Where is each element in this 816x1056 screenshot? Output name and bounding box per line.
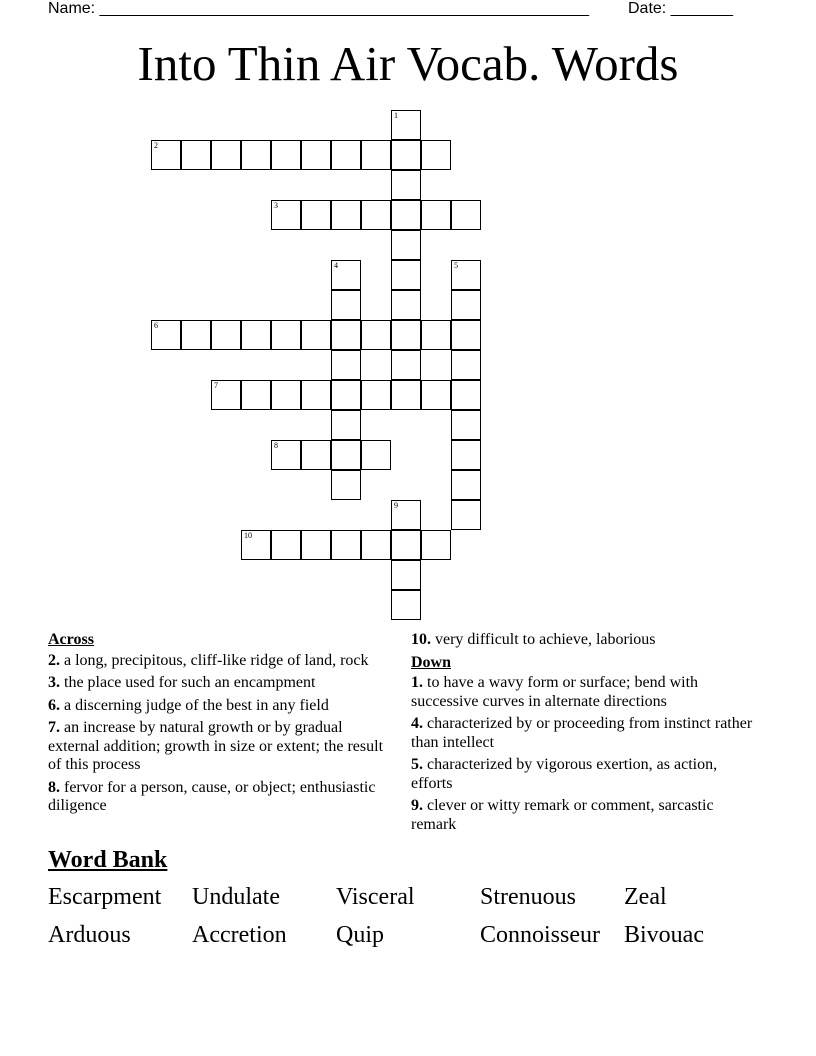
crossword-cell[interactable] (361, 140, 391, 170)
crossword-cell[interactable] (361, 380, 391, 410)
clue-number-label: 4 (334, 261, 338, 270)
crossword-cell[interactable] (451, 320, 481, 350)
crossword-cell[interactable] (421, 200, 451, 230)
crossword-cell[interactable] (331, 470, 361, 500)
word-bank-item: Quip (336, 922, 384, 948)
clue-number: 6. (48, 696, 60, 714)
crossword-cell[interactable] (391, 260, 421, 290)
clue-across-3 (48, 674, 388, 693)
crossword-cell[interactable] (151, 140, 181, 170)
crossword-cell[interactable] (451, 350, 481, 380)
crossword-cell[interactable] (271, 530, 301, 560)
crossword-cell[interactable] (391, 230, 421, 260)
clue-number-label: 8 (274, 441, 278, 450)
crossword-cell[interactable] (361, 200, 391, 230)
crossword-cell[interactable] (391, 110, 421, 140)
word-bank-item: Accretion (192, 922, 287, 948)
crossword-cell[interactable] (361, 530, 391, 560)
crossword-cell[interactable] (331, 260, 361, 290)
clue-number: 8. (48, 778, 60, 796)
clue-down-1 (411, 674, 756, 711)
crossword-cell[interactable] (451, 410, 481, 440)
crossword-cell[interactable] (451, 470, 481, 500)
clue-number-label: 6 (154, 321, 158, 330)
clue-across-6 (48, 697, 388, 716)
clue-across-7 (48, 719, 388, 775)
crossword-cell[interactable] (211, 320, 241, 350)
crossword-cell[interactable] (211, 380, 241, 410)
crossword-cell[interactable] (271, 440, 301, 470)
crossword-cell[interactable] (391, 590, 421, 620)
across-heading: Across (48, 631, 94, 648)
crossword-cell[interactable] (451, 260, 481, 290)
crossword-cell[interactable] (391, 290, 421, 320)
date-field-line: Date: _______ (628, 0, 733, 17)
crossword-cell[interactable] (181, 320, 211, 350)
clues-right-column (411, 631, 756, 838)
clue-text: the place used for such an encampment (60, 674, 316, 691)
word-bank (48, 882, 768, 950)
clue-text: an increase by natural growth or by gradual external addition; growth in size or extent; the result of this process (48, 719, 384, 773)
crossword-cell[interactable] (391, 320, 421, 350)
clue-number: 2. (48, 651, 60, 669)
crossword-cell[interactable] (271, 140, 301, 170)
crossword-cell[interactable] (421, 320, 451, 350)
crossword-cell[interactable] (301, 440, 331, 470)
clue-text: a long, precipitous, cliff-like ridge of land, rock (60, 651, 369, 669)
clue-number: 3. (48, 674, 60, 691)
crossword-cell[interactable] (331, 200, 361, 230)
clue-number: 7. (48, 719, 60, 736)
crossword-cell[interactable] (451, 290, 481, 320)
clue-number-label: 10 (244, 531, 252, 540)
clue-number-label: 5 (454, 261, 458, 270)
word-bank-item: Visceral (336, 884, 415, 910)
crossword-cell[interactable] (241, 320, 271, 350)
word-bank-item: Bivouac (624, 922, 704, 948)
crossword-cell[interactable] (391, 350, 421, 380)
crossword-cell[interactable] (391, 530, 421, 560)
clue-text: a discerning judge of the best in any field (60, 696, 329, 714)
clue-number: 5. (411, 756, 423, 773)
clue-across-8 (48, 779, 388, 816)
crossword-cell[interactable] (241, 140, 271, 170)
crossword-cell[interactable] (421, 530, 451, 560)
clue-number: 4. (411, 715, 423, 732)
crossword-cell[interactable] (331, 140, 361, 170)
crossword-cell[interactable] (271, 320, 301, 350)
crossword-cell[interactable] (391, 380, 421, 410)
clue-number-label: 9 (394, 501, 398, 510)
clue-number-label: 1 (394, 111, 398, 120)
crossword-cell[interactable] (331, 350, 361, 380)
crossword-cell[interactable] (181, 140, 211, 170)
crossword-cell[interactable] (151, 320, 181, 350)
crossword-cell[interactable] (331, 410, 361, 440)
word-bank-item: Escarpment (48, 884, 162, 910)
crossword-cell[interactable] (331, 320, 361, 350)
crossword-cell[interactable] (451, 440, 481, 470)
clue-number-label: 3 (274, 201, 278, 210)
crossword-cell[interactable] (301, 140, 331, 170)
crossword-cell[interactable] (451, 500, 481, 530)
word-bank-item: Undulate (192, 884, 280, 910)
crossword-cell[interactable] (391, 500, 421, 530)
clue-number: 9. (411, 797, 423, 814)
clues-left-column (48, 631, 388, 820)
crossword-cell[interactable] (301, 200, 331, 230)
crossword-cell[interactable] (271, 200, 301, 230)
clue-across-10 (411, 631, 756, 650)
clue-text: clever or witty remark or comment, sarcastic remark (411, 797, 714, 833)
crossword-cell[interactable] (421, 140, 451, 170)
name-field-line: Name: _______________________________________________________ (48, 0, 589, 17)
crossword-cell[interactable] (211, 140, 241, 170)
crossword-cell[interactable] (421, 380, 451, 410)
clue-number-label: 7 (214, 381, 218, 390)
word-bank-item: Strenuous (480, 884, 576, 910)
crossword-cell[interactable] (271, 380, 301, 410)
word-bank-item: Arduous (48, 922, 131, 948)
page-title: Into Thin Air Vocab. Words (137, 36, 679, 91)
clue-text: characterized by or proceeding from instinct rather than intellect (411, 715, 753, 751)
clue-across-2 (48, 652, 388, 671)
crossword-cell[interactable] (301, 320, 331, 350)
crossword-cell[interactable] (451, 380, 481, 410)
crossword-cell[interactable] (241, 530, 271, 560)
crossword-cell[interactable] (361, 440, 391, 470)
crossword-cell[interactable] (301, 380, 331, 410)
crossword-cell[interactable] (331, 440, 361, 470)
clue-text: characterized by vigorous exertion, as action, efforts (411, 756, 718, 792)
word-bank-item: Connoisseur (480, 922, 600, 948)
down-heading: Down (411, 653, 452, 671)
clue-down-9 (411, 797, 756, 834)
crossword-cell[interactable] (391, 560, 421, 590)
word-bank-item: Zeal (624, 884, 667, 910)
crossword-cell[interactable] (451, 200, 481, 230)
clue-number: 10. (411, 631, 431, 648)
crossword-cell[interactable] (361, 320, 391, 350)
clue-text: to have a wavy form or surface; bend with successive curves in alternate directions (411, 674, 699, 710)
clue-text: very difficult to achieve, laborious (431, 631, 656, 648)
clue-down-4 (411, 715, 756, 752)
crossword-cell[interactable] (331, 380, 361, 410)
crossword-cell[interactable] (241, 380, 271, 410)
clue-down-5 (411, 756, 756, 793)
word-bank-title: Word Bank (48, 847, 168, 873)
crossword-cell[interactable] (301, 530, 331, 560)
crossword-cell[interactable] (391, 170, 421, 200)
crossword-cell[interactable] (391, 200, 421, 230)
crossword-cell[interactable] (331, 530, 361, 560)
crossword-cell[interactable] (391, 140, 421, 170)
clue-number: 1. (411, 674, 423, 691)
clue-text: fervor for a person, cause, or object; enthusiastic diligence (48, 778, 376, 814)
clue-number-label: 2 (154, 141, 158, 150)
crossword-cell[interactable] (331, 290, 361, 320)
